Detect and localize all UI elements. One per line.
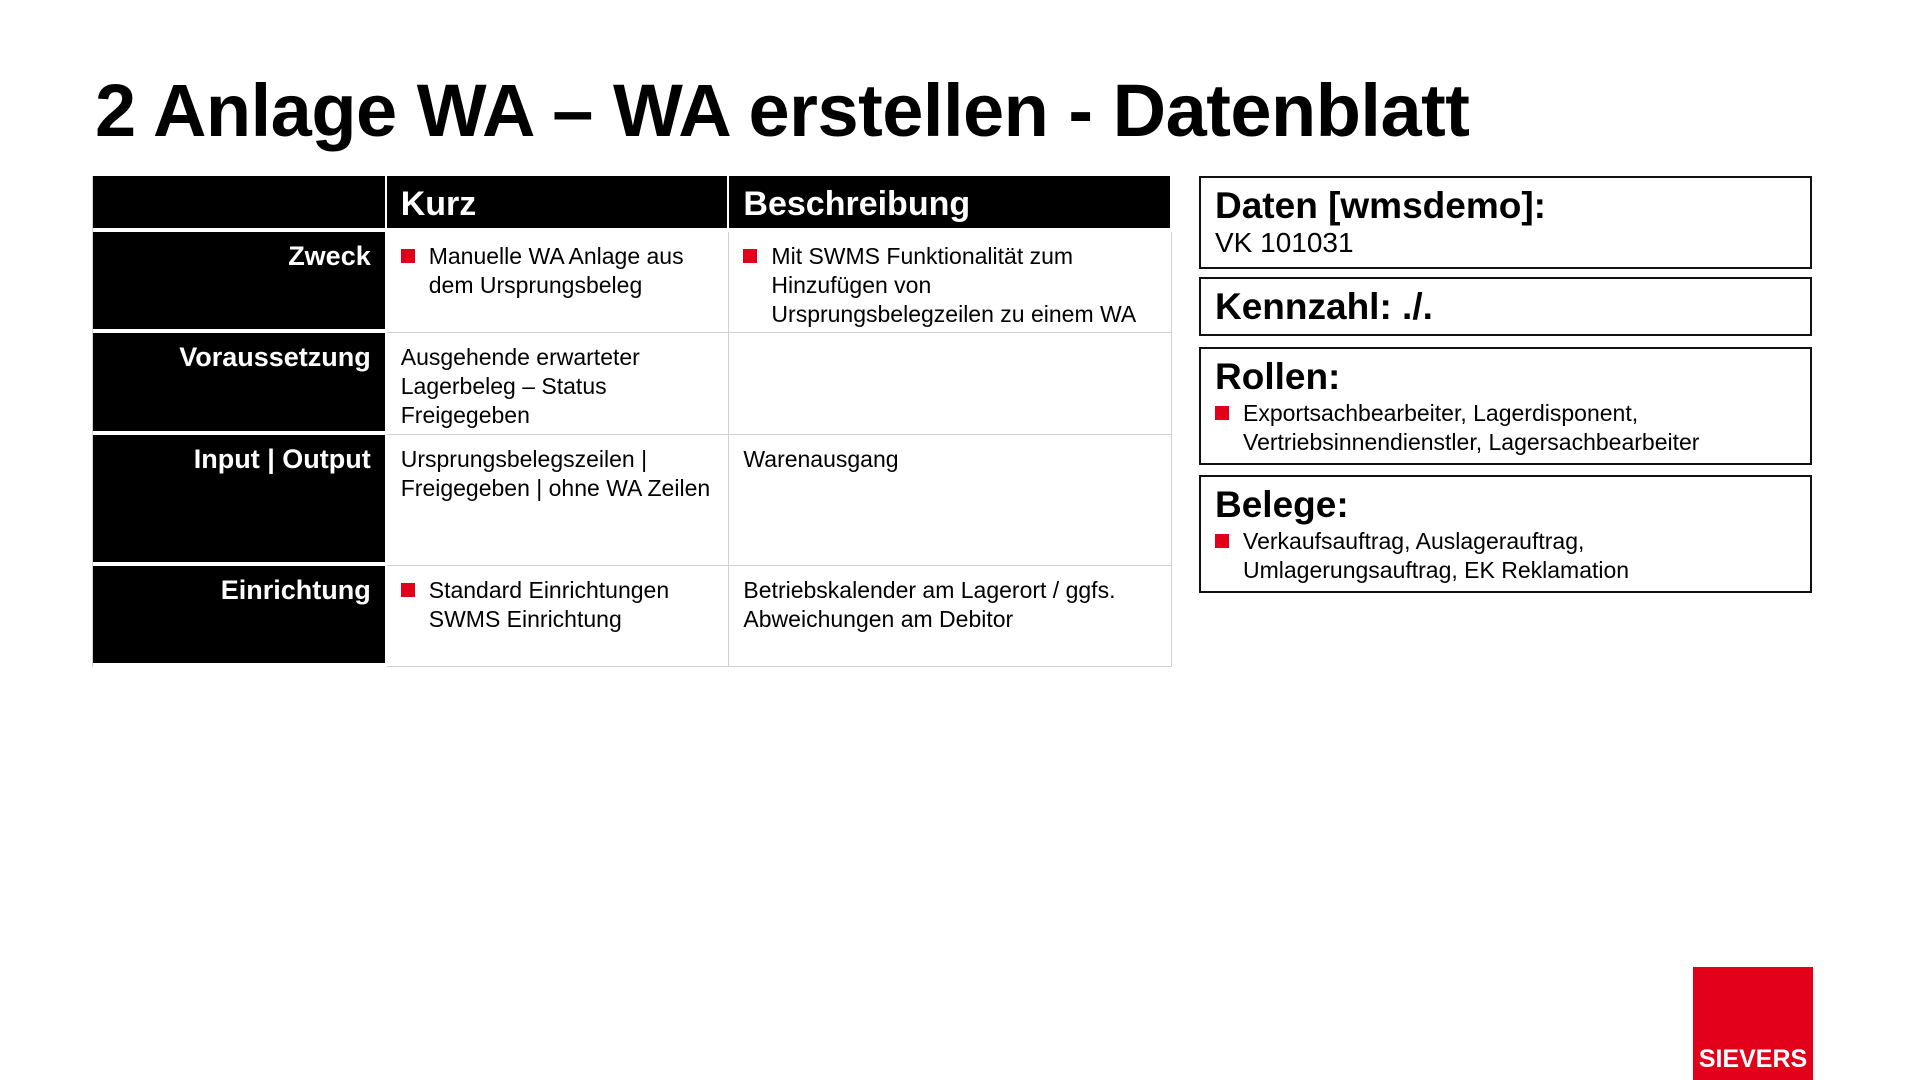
input-output-kurz: Ursprungsbelegszeilen | Freigegeben | ohne WA Zeilen — [387, 435, 730, 566]
bullet-square-icon — [743, 249, 757, 263]
list-item — [1215, 527, 1796, 585]
bullet-square-icon — [401, 583, 415, 597]
row-label-einrichtung: Einrichtung — [93, 566, 387, 667]
belege-heading: Belege: — [1215, 484, 1349, 525]
row-label-voraussetzung: Voraussetzung — [93, 333, 387, 435]
row-label-input-output: Input | Output — [93, 435, 387, 566]
header-corner — [93, 176, 387, 232]
list-item — [1215, 399, 1796, 457]
rollen-text: Exportsachbearbeiter, Lagerdisponent, Vertriebsinnendienstler, Lagersachbearbeiter — [1243, 400, 1700, 455]
bullet-item — [743, 242, 1157, 329]
header-beschreibung: Beschreibung — [729, 176, 1172, 232]
table-header-row — [92, 176, 1172, 232]
bullet-item — [401, 242, 715, 300]
kennzahl-heading: Kennzahl: ./. — [1215, 286, 1433, 327]
table-row-voraussetzung — [92, 333, 1172, 435]
bullet-square-icon — [1215, 534, 1229, 548]
input-output-beschreibung: Warenausgang — [729, 435, 1172, 566]
page-title: 2 Anlage WA – WA erstellen - Datenblatt — [95, 69, 1470, 152]
datasheet-table — [92, 176, 1172, 667]
table-row-zweck — [92, 232, 1172, 333]
voraussetzung-beschreibung — [729, 333, 1172, 435]
zweck-beschreibung — [729, 232, 1172, 333]
rollen-heading: Rollen: — [1215, 356, 1341, 397]
daten-heading: Daten [wmsdemo]: — [1215, 185, 1546, 226]
bullet-square-icon — [401, 249, 415, 263]
einrichtung-beschreibung: Betriebskalender am Lagerort / ggfs. Abweichungen am Debitor — [729, 566, 1172, 667]
zweck-beschreibung-text: Mit SWMS Funktionalität zum Hinzufügen von Ursprungsbelegzeilen zu einem WA — [771, 243, 1137, 327]
einrichtung-kurz — [387, 566, 730, 667]
zweck-kurz — [387, 232, 730, 333]
table-row-einrichtung — [92, 566, 1172, 667]
rollen-box — [1199, 347, 1812, 465]
daten-box — [1199, 176, 1812, 269]
header-kurz: Kurz — [387, 176, 730, 232]
bullet-square-icon — [1215, 406, 1229, 420]
logo-text: SIEVERS — [1698, 1045, 1808, 1073]
bullet-item — [401, 576, 715, 634]
einrichtung-kurz-text: Standard Einrichtungen SWMS Einrichtung — [428, 577, 670, 632]
belege-box — [1199, 475, 1812, 593]
belege-text: Verkaufsauftrag, Auslagerauftrag, Umlagerungsauftrag, EK Reklamation — [1243, 528, 1630, 583]
kennzahl-box — [1199, 277, 1812, 336]
table-row-input-output — [92, 435, 1172, 566]
daten-value: VK 101031 — [1215, 227, 1354, 258]
zweck-kurz-text: Manuelle WA Anlage aus dem Ursprungsbeleg — [428, 243, 684, 298]
sievers-logo — [1693, 967, 1813, 1080]
row-label-zweck: Zweck — [93, 232, 387, 333]
voraussetzung-kurz: Ausgehende erwarteter Lagerbeleg – Status Freigegeben — [387, 333, 730, 435]
